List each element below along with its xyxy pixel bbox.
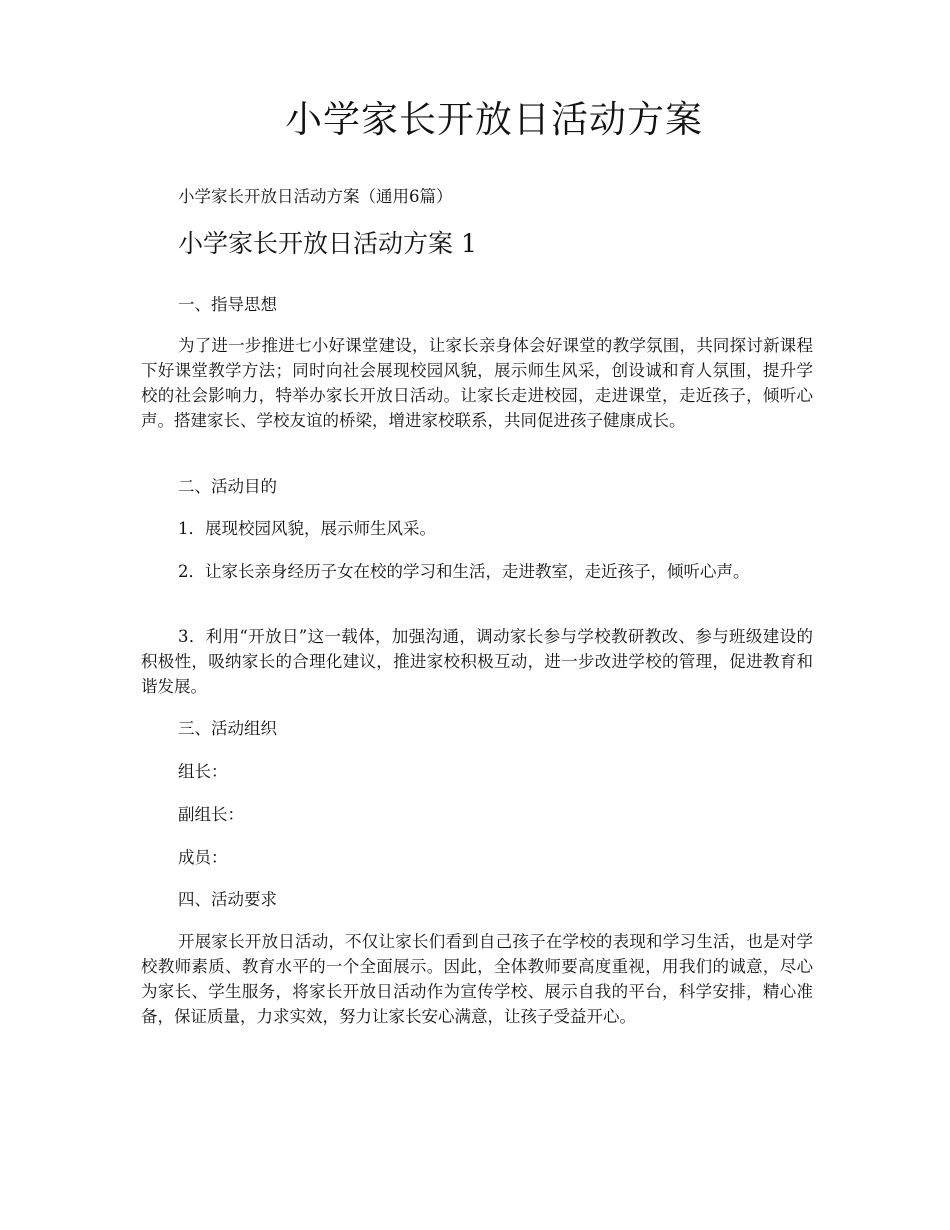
heading-activity-requirements: 四、活动要求: [178, 890, 277, 909]
heading-activity-organization: 三、活动组织: [178, 719, 277, 738]
org-leader: 组长：: [178, 762, 228, 781]
document-title: 小学家长开放日活动方案: [285, 98, 703, 141]
purpose-item-2: 2．让家长亲身经历子女在校的学习和生活，走进教室，走近孩子，倾听心声。: [178, 562, 750, 581]
heading-guiding-ideology: 一、指导思想: [178, 295, 277, 314]
purpose-item-3: 3．利用“开放日”这一载体，加强沟通，调动家长参与学校教研教改、参与班级建设的积极性，吸纳家长的合理化建议，推进家校积极互动，进一步改进学校的管理，促进教育和谐发展。: [141, 627, 813, 696]
paragraph-guiding-ideology: 为了进一步推进七小好课堂建设，让家长亲身体会好课堂的教学氛围，共同探讨新课程下好课堂教学方法；同时向社会展现校园风貌，展示师生风采，创设诚和育人氛围，提升学校的社会影响力，特举办家长开放日活动。让家长走进校园，走进课堂，走近孩子，倾听心声。搭建家长、学校友谊的桥梁，增进家校联系，共同促进孩子健康成长。: [141, 336, 813, 430]
paragraph-activity-requirements: 开展家长开放日活动，不仅让家长们看到自己孩子在学校的表现和学习生活，也是对学校教师素质、教育水平的一个全面展示。因此，全体教师要高度重视，用我们的诚意，尽心为家长、学生服务，将家长开放日活动作为宣传学校、展示自我的平台，科学安排，精心准备，保证质量，力求实效，努力让家长安心满意，让孩子受益开心。: [141, 932, 813, 1026]
heading-activity-purpose: 二、活动目的: [178, 477, 277, 496]
document-subtitle: 小学家长开放日活动方案（通用6篇）: [178, 187, 453, 206]
org-members: 成员：: [178, 848, 228, 867]
section-title: 小学家长开放日活动方案 1: [178, 229, 477, 258]
org-deputy-leader: 副组长：: [178, 805, 244, 824]
purpose-item-1: 1．展现校园风貌，展示师生风采。: [178, 519, 436, 538]
